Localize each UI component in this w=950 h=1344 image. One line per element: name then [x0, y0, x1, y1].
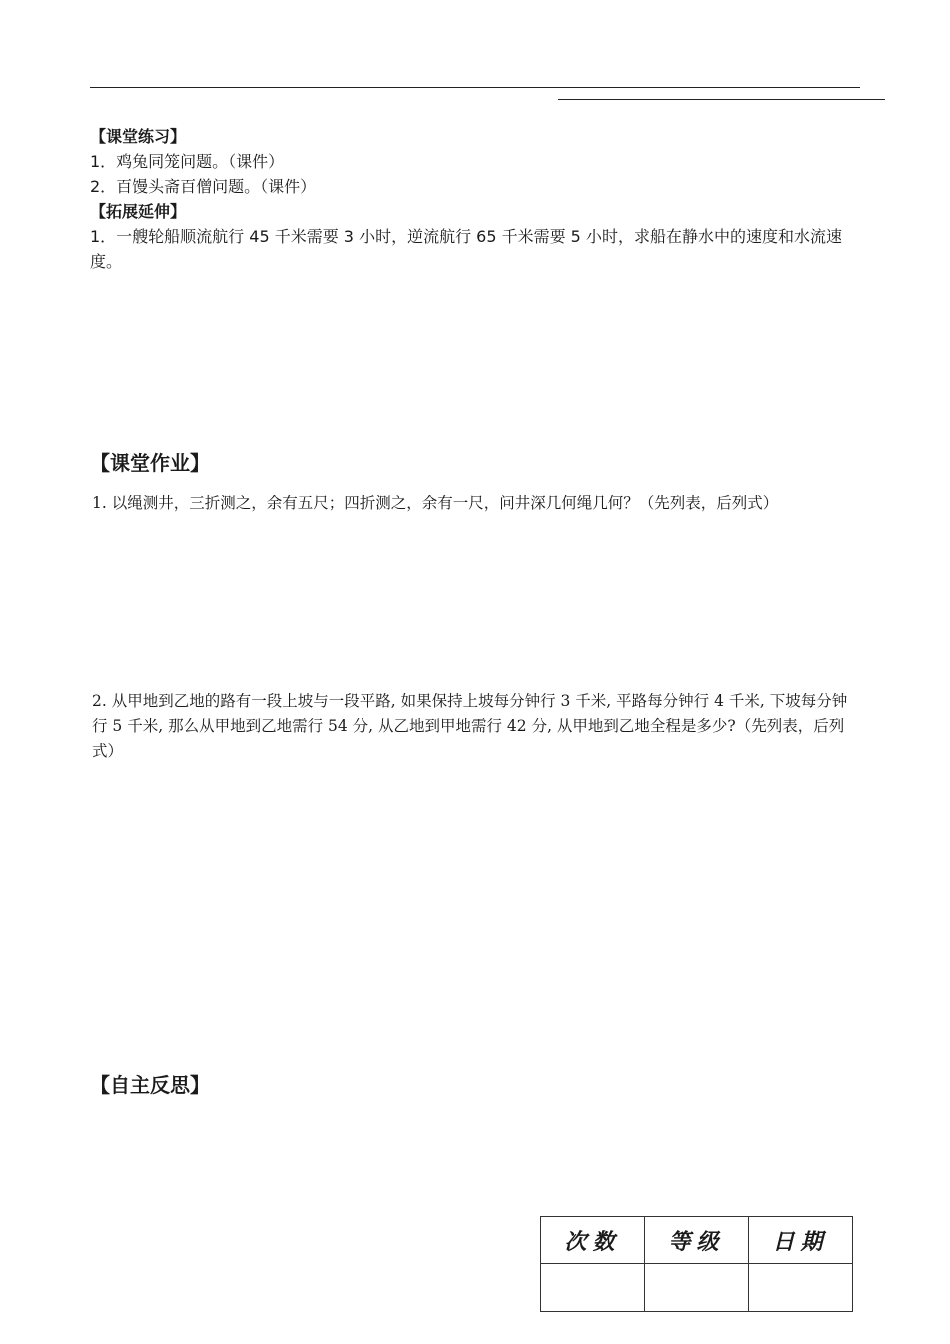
- extension-heading: 【拓展延伸】: [90, 202, 187, 221]
- grade-cell-date[interactable]: [749, 1264, 853, 1312]
- extension-item-1: 1．一艘轮船顺流航行 45 千米需要 3 小时，逆流航行 65 千米需要 5 小时，求船在静水中的速度和水流速度。: [90, 227, 842, 271]
- homework-question-2: 2. 从甲地到乙地的路有一段上坡与一段平路, 如果保持上坡每分钟行 3 千米, 平路每分钟行 4 千米, 下坡每分钟行 5 千米, 那么从甲地到乙地需行 54 分, 从乙地到甲地需行 42 分, 从甲地到乙地全程是多少?（先列表，后列式）: [92, 692, 848, 760]
- grade-header-date: 日期: [749, 1217, 853, 1264]
- practice-section: [90, 124, 862, 274]
- homework-question-1: 1. 以绳测井，三折测之，余有五尺；四折测之，余有一尺，问井深几何绳几何？（先列表，后列式）: [92, 494, 779, 512]
- practice-heading: 【课堂练习】: [90, 127, 187, 146]
- practice-item-1: 1．鸡兔同笼问题。（课件）: [90, 152, 285, 171]
- header-rule-top: [90, 87, 860, 88]
- reflection-heading: 【自主反思】: [90, 1073, 210, 1097]
- grade-table: [540, 1216, 853, 1312]
- header-rule-bottom: [558, 99, 885, 100]
- grade-cell-level[interactable]: [645, 1264, 749, 1312]
- homework-heading: 【课堂作业】: [90, 451, 210, 475]
- practice-item-2: 2．百馒头斋百僧问题。（课件）: [90, 177, 317, 196]
- grade-header-count: 次数: [541, 1217, 645, 1264]
- grade-header-level: 等级: [645, 1217, 749, 1264]
- grade-cell-count[interactable]: [541, 1264, 645, 1312]
